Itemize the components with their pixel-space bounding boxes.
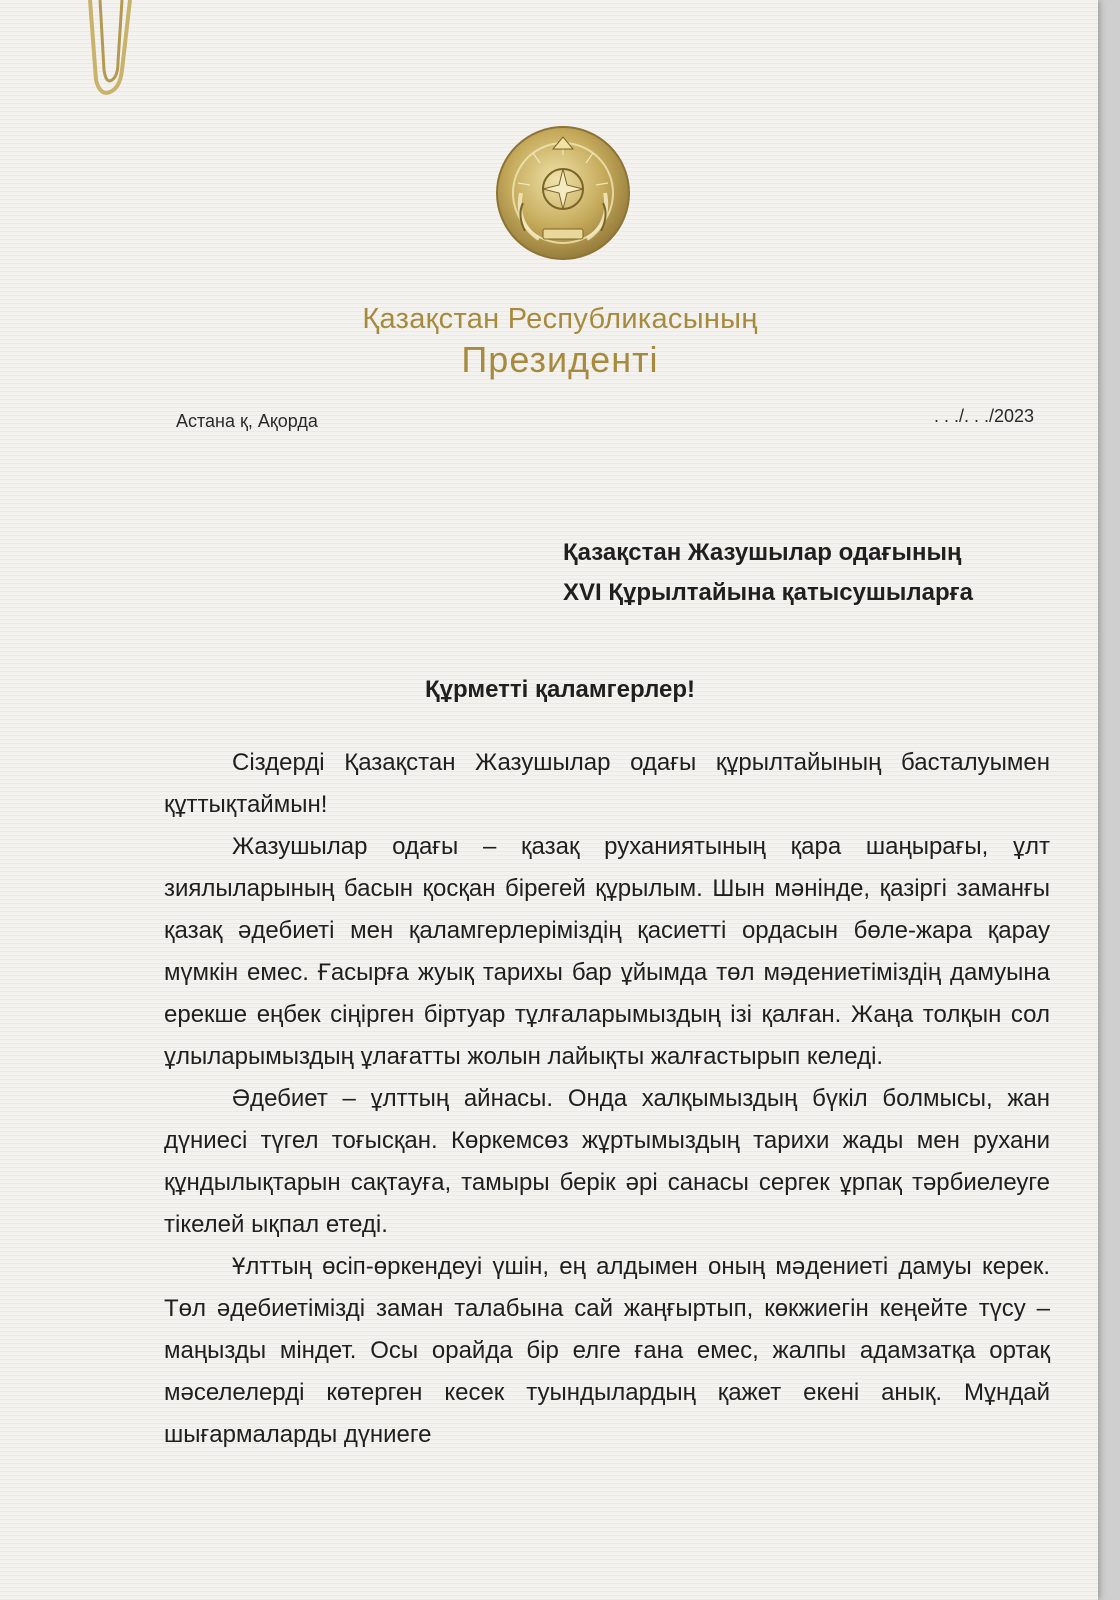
addressee-line: Қазақстан Жазушылар одағының [563,539,962,566]
body-paragraph: Жазушылар одағы – қазақ руханиятының қара шаңырағы, ұлт зиялыларының басын қосқан бірегей құрылым. Шын мәнінде, қазіргі заманғы қазақ әдебиеті мен қаламгерлеріміздің қасиетті ордасын бөле-жара қарау мүмкін емес. Ғасырға жуық тарихы бар ұйымда төл мәдениетіміздің дамуына ерекше еңбек сіңірген біртуар тұлғаларымыздың ізі қалған. Жаңа толқын сол ұлыларымыздың ұлағатты жолын лайықты жалғастырып келеді. [164,833,1050,1070]
letterhead-title: Қазақстан Республикасының [362,303,758,335]
addressee-block [563,533,973,613]
body-paragraph: Әдебиет – ұлттың айнасы. Онда халқымыздың бүкіл болмысы, жан дүниесі түгел тоғысқан. Көркемсөз жұртымыздың тарихи жады мен рухани құндылықтарын сақтауға, тамыры берік әрі санасы сергек ұрпақ тәрбиелеуге тікелей ықпал етеді. [164,1085,1050,1238]
salutation: Құрметті қаламгерлер! [424,676,695,703]
body-paragraph: Ұлттың өсіп-өркендеуі үшін, ең алдымен оның мәдениеті дамуы керек. Төл әдебиетімізді заман талабына сай жаңғыртып, көкжиегін кеңейте түсу – маңызды міндет. Осы орайда бір елге ғана емес, жалпы адамзатқа ортақ мәселелерді көтерген кесек туындылардың қажет екені анық. Мұндай шығармаларды дүниеге [164,1253,1050,1448]
state-emblem-icon [493,123,633,263]
letter-body [164,742,1050,1456]
body-paragraph: Сіздерді Қазақстан Жазушылар одағы құрылтайының басталуымен құттықтаймын! [164,749,1050,818]
letterhead-subtitle: Президенті [461,339,659,380]
addressee-line: XVI Құрылтайына қатысушыларға [563,579,974,606]
place-line: Астана қ, Ақорда [176,411,318,431]
paperclip-icon [78,0,138,100]
date-line: . . ./. . ./2023 [933,406,1034,426]
